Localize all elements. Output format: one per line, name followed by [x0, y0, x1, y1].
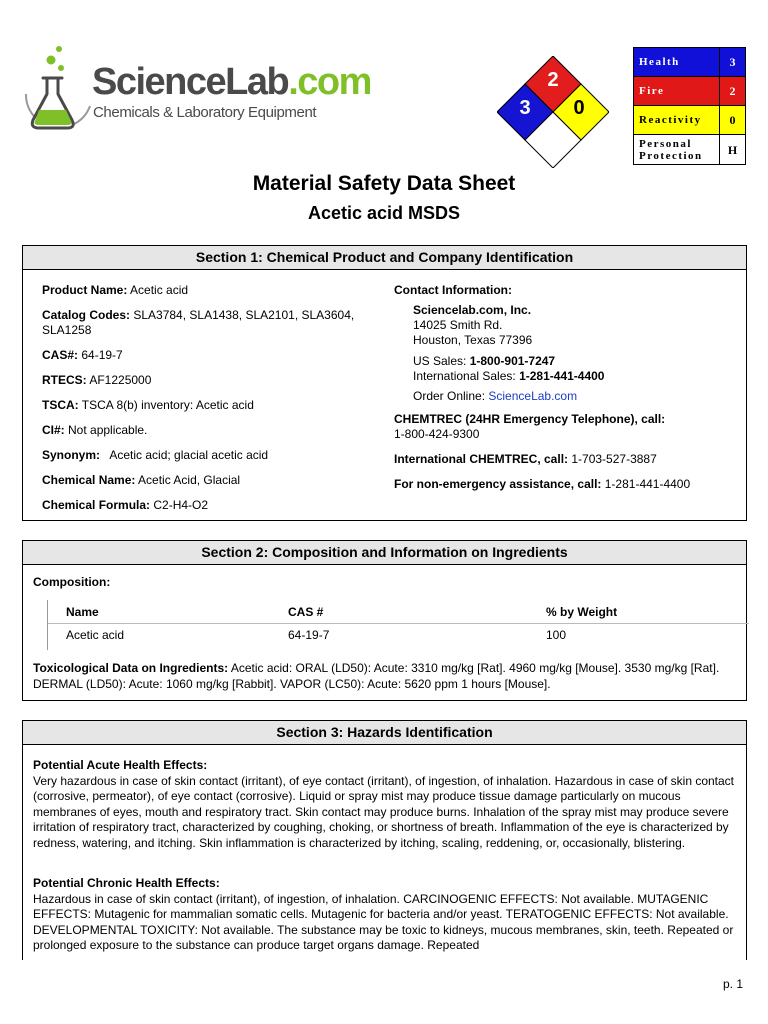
field-label: Product Name: [42, 283, 128, 297]
field-value: TSCA 8(b) inventory: Acetic acid [78, 398, 254, 412]
hmis-health-label: Health [634, 48, 720, 77]
product-name-row [42, 283, 377, 298]
intl-chemtrec-row [394, 452, 739, 467]
hmis-protection-row [634, 135, 746, 165]
section-2 [22, 540, 747, 701]
section-1 [22, 245, 747, 521]
hmis-reactivity-row [634, 106, 746, 135]
intl-sales-label: International Sales: [413, 369, 520, 383]
field-label: CI#: [42, 423, 65, 437]
hmis-fire-value: 2 [720, 77, 746, 106]
address-line-2: Houston, Texas 77396 [413, 333, 533, 347]
composition-label: Composition: [33, 575, 111, 589]
section-3 [22, 720, 747, 960]
field-value: AF1225000 [86, 373, 152, 387]
ci-row [42, 423, 377, 438]
intl-chemtrec-label: International CHEMTREC, call: [394, 452, 569, 466]
field-label: Catalog Codes: [42, 308, 131, 322]
field-value: Acetic Acid, Glacial [135, 473, 241, 487]
field-label: TSCA: [42, 398, 79, 412]
nfpa-health-value: 3 [519, 97, 531, 119]
hmis-health-row [634, 48, 746, 77]
product-identification [42, 283, 377, 523]
nfpa-reactivity-value: 0 [573, 97, 585, 119]
tox-text: Acetic acid: ORAL (LD50): Acute: 3310 mg/kg [Rat]. 4960 mg/kg [Mouse]. 3530 mg/kg [Rat]. DERMAL (LD50): Acute: 1060 mg/kg [Rabbit]. VAPOR (LC50): Acute: 5620 ppm 1 hours [Mouse]. [33, 661, 720, 691]
logo-lab: Lab [225, 61, 289, 103]
intl-chemtrec-phone: 1-703-527-3887 [568, 452, 657, 466]
section-2-heading: Section 2: Composition and Information on Ingredients [23, 541, 746, 565]
nonemergency-label: For non-emergency assistance, call: [394, 477, 602, 491]
field-label: RTECS: [42, 373, 87, 387]
synonym-row [42, 448, 377, 463]
hmis-fire-label: Fire [634, 77, 720, 106]
intl-sales-phone: 1-281-441-4400 [519, 369, 605, 383]
nonemergency-phone: 1-281-441-4400 [601, 477, 691, 491]
hmis-fire-row [634, 77, 746, 106]
field-label: Chemical Name: [42, 473, 136, 487]
cas-row [42, 348, 377, 363]
ingredients-table [47, 600, 748, 650]
acute-text: Very hazardous in case of skin contact (irritant), of eye contact (irritant), of ingestion, of inhalation. Hazardous in case of skin contact (corrosive, permeator), of eye contact (corrosive). Liquid or spray mist may produce tissue damage particularly on mucous membranes of eyes, mouth and respiratory tract. Skin contact may produce burns. Inhalation of the spray mist may produce severe irritation of respiratory tract, characterized by coughing, choking, or shortness of breath. Inflammation of the eye is characterized by redness, watering, and itching. Skin inflammation is characterized by itching, scaling, reddening, or, occasionally, blistering. [33, 773, 735, 850]
contact-label: Contact Information: [394, 283, 512, 297]
address-line-1: 14025 Smith Rd. [413, 318, 503, 332]
cell-weight: 100 [546, 628, 567, 642]
acute-label: Potential Acute Health Effects: [33, 758, 208, 772]
nfpa-diamond [497, 56, 609, 168]
hmis-protection-value: H [720, 135, 746, 165]
field-value: 64-19-7 [78, 348, 123, 362]
hmis-rating-table [633, 47, 746, 165]
tsca-row [42, 398, 377, 413]
field-label: Chemical Formula: [42, 498, 151, 512]
us-sales-row [413, 354, 739, 369]
field-value: C2-H4-O2 [150, 498, 209, 512]
chronic-health-effects [33, 876, 738, 954]
cell-cas: 64-19-7 [288, 628, 330, 642]
chemtrec-label: CHEMTREC (24HR Emergency Telephone), call: [394, 412, 666, 426]
flask-icon [20, 44, 92, 134]
logo-tagline: Chemicals & Laboratory Equipment [93, 104, 317, 121]
hmis-reactivity-value: 0 [720, 106, 746, 135]
order-online-link[interactable]: ScienceLab.com [488, 389, 578, 403]
document-title: Material Safety Data Sheet [252, 172, 516, 195]
tox-label: Toxicological Data on Ingredients: [33, 661, 229, 675]
sciencelab-logo [20, 44, 371, 134]
field-value: Not applicable. [64, 423, 148, 437]
field-label: Synonym: [42, 448, 101, 462]
field-value: Acetic acid; glacial acetic acid [100, 448, 269, 462]
acute-health-effects [33, 758, 738, 851]
table-divider [48, 623, 749, 624]
column-header-name: Name [66, 605, 99, 619]
chemical-name-row [42, 473, 377, 488]
logo-science: Science [92, 61, 226, 103]
field-value: SLA3784, SLA1438, SLA2101, SLA3604, SLA1258 [42, 308, 355, 337]
nfpa-fire-value: 2 [547, 69, 559, 91]
hmis-protection-label-2: Protection [639, 149, 703, 162]
field-label: CAS#: [42, 348, 79, 362]
cell-name: Acetic acid [66, 628, 125, 642]
catalog-codes-row [42, 308, 377, 338]
logo-com: .com [288, 61, 371, 103]
toxicological-data [33, 660, 738, 692]
contact-information [394, 283, 739, 502]
page-number: p. 1 [723, 977, 744, 991]
order-online-row [394, 389, 739, 404]
hmis-protection-label-1: Personal [639, 137, 692, 150]
us-sales-phone: 1-800-901-7247 [469, 354, 556, 368]
chronic-text: Hazardous in case of skin contact (irritant), of ingestion, of inhalation. CARCINOGENIC EFFECTS: Not available. MUTAGENIC EFFECTS: Mutagenic for mammalian somatic cells. Mutagenic for bacteria and/or yeast. TERATOGENIC EFFECTS: Not available. DEVELOPMENTAL TOXICITY: Not available. The substance may be toxic to kidneys, mucous membranes, skin, teeth. Repeated or prolonged exposure to the substance can produce target organs damage. Repeated [33, 891, 734, 952]
nonemergency-row [394, 477, 739, 492]
chemical-formula-row [42, 498, 377, 513]
chemtrec-row [394, 412, 739, 442]
company-address [394, 303, 739, 348]
section-3-heading: Section 3: Hazards Identification [23, 721, 746, 745]
logo-wordmark [92, 62, 371, 102]
rtecs-row [42, 373, 377, 388]
order-online-label: Order Online: [413, 389, 489, 403]
contact-label-row [394, 283, 739, 298]
chronic-label: Potential Chronic Health Effects: [33, 876, 220, 890]
sales-contacts [394, 354, 739, 384]
column-header-weight: % by Weight [546, 605, 618, 619]
column-header-cas: CAS # [288, 605, 324, 619]
hmis-protection-label [634, 135, 720, 165]
hmis-health-value: 3 [720, 48, 746, 77]
chemtrec-phone: 1-800-424-9300 [394, 427, 480, 441]
intl-sales-row [413, 369, 739, 384]
document-subtitle: Acetic acid MSDS [307, 203, 461, 223]
section-1-heading: Section 1: Chemical Product and Company Identification [23, 246, 746, 270]
us-sales-label: US Sales: [413, 354, 470, 368]
field-value: Acetic acid [127, 283, 189, 297]
hmis-reactivity-label: Reactivity [634, 106, 720, 135]
company-name: Sciencelab.com, Inc. [413, 303, 532, 317]
